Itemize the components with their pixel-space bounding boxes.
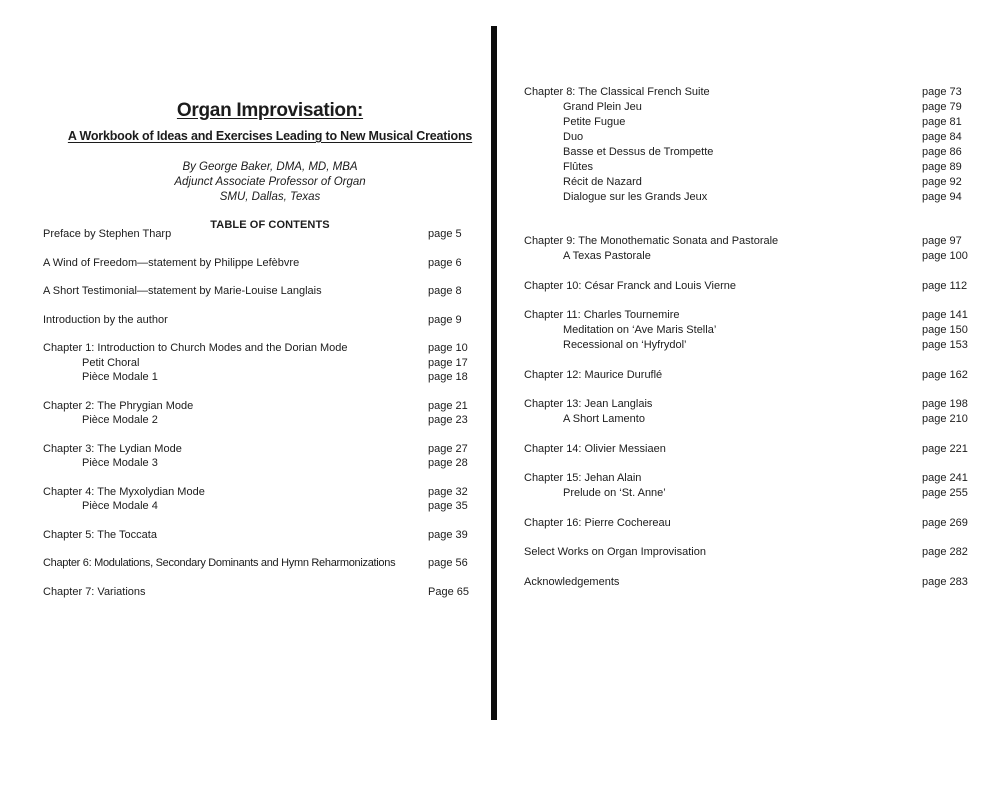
toc-row-label: Chapter 5: The Toccata — [43, 528, 157, 541]
toc-row — [524, 575, 979, 590]
toc-row-label: Petit Choral — [82, 356, 140, 369]
toc-row-label: Acknowledgements — [524, 575, 620, 588]
toc-entry — [43, 556, 473, 571]
toc-row-page: page 241 — [922, 472, 968, 484]
toc-row-label: Chapter 10: César Franck and Louis Vierne — [524, 279, 736, 292]
toc-entry — [43, 284, 473, 299]
toc-row — [43, 585, 473, 600]
toc-row-page: page 56 — [428, 557, 468, 569]
toc-row-page: page 32 — [428, 485, 468, 498]
toc-entry — [524, 575, 979, 590]
toc-entry — [524, 308, 979, 353]
toc-row-label: Chapter 13: Jean Langlais — [524, 398, 653, 410]
toc-row — [43, 456, 473, 471]
toc-row — [524, 190, 979, 205]
toc-row — [524, 412, 979, 427]
toc-row — [524, 85, 979, 100]
toc-row-page: page 255 — [922, 487, 968, 499]
toc-entry — [524, 545, 979, 560]
toc-row — [524, 516, 979, 531]
toc-row-label: Basse et Dessus de Trompette — [563, 146, 714, 158]
toc-row-label: Chapter 6: Modulations, Secondary Dominants and Hymn Reharmonizations — [43, 557, 396, 569]
toc-row-label: Prelude on ‘St. Anne’ — [563, 487, 666, 499]
toc-entry — [524, 85, 979, 205]
toc-row — [524, 486, 979, 501]
toc-row-page: page 150 — [922, 324, 968, 336]
toc-row — [43, 442, 473, 457]
toc-row-page: page 73 — [922, 86, 962, 98]
toc-row-label: Chapter 15: Jehan Alain — [524, 472, 642, 484]
toc-row — [524, 100, 979, 115]
toc-row-label: Recessional on ‘Hyfrydol’ — [563, 339, 687, 351]
toc-row-label: Introduction by the author — [43, 313, 168, 326]
toc-row-label: Récit de Nazard — [563, 176, 642, 188]
toc-row — [43, 284, 473, 299]
toc-entry — [43, 256, 473, 271]
document-header — [43, 99, 497, 232]
toc-row-label: Duo — [563, 131, 584, 143]
toc-row-page: page 92 — [922, 176, 962, 188]
toc-row-label: Chapter 7: Variations — [43, 585, 146, 598]
toc-row — [524, 115, 979, 130]
toc-row-label: Chapter 16: Pierre Cochereau — [524, 516, 671, 529]
toc-row — [524, 442, 979, 457]
toc-entry — [43, 341, 473, 385]
toc-row-label: Chapter 1: Introduction to Church Modes and the Dorian Mode — [43, 342, 348, 354]
byline — [43, 160, 497, 205]
toc-row-label: Chapter 8: The Classical French Suite — [524, 86, 710, 98]
toc-row-label: Pièce Modale 1 — [82, 371, 158, 383]
toc-row-label: Select Works on Organ Improvisation — [524, 546, 706, 558]
toc-entry — [43, 585, 473, 600]
toc-row — [43, 556, 473, 571]
toc-row-page: Page 65 — [428, 585, 469, 598]
toc-row-page: page 198 — [922, 398, 968, 410]
byline-role: Adjunct Associate Professor of Organ — [174, 176, 366, 188]
toc-row — [43, 227, 473, 242]
toc-entry — [524, 234, 979, 264]
toc-row-label: Chapter 12: Maurice Duruflé — [524, 368, 663, 381]
toc-row — [524, 338, 979, 353]
toc-row-label: Flûtes — [563, 161, 593, 173]
toc-row — [43, 499, 473, 514]
toc-entry — [524, 279, 979, 294]
toc-row-page: page 141 — [922, 309, 968, 321]
toc-row-page: page 86 — [922, 146, 962, 158]
toc-row — [43, 370, 473, 385]
toc-row-page: page 6 — [428, 256, 462, 269]
byline-institution: SMU, Dallas, Texas — [219, 191, 321, 203]
toc-row — [43, 341, 473, 356]
toc-row — [43, 485, 473, 500]
toc-row-label: Grand Plein Jeu — [563, 101, 642, 113]
toc-row-page: page 97 — [922, 235, 962, 247]
toc-row-page: page 9 — [428, 313, 462, 326]
toc-row — [524, 368, 979, 383]
toc-row-label: Pièce Modale 2 — [82, 414, 158, 426]
toc-entry — [43, 442, 473, 471]
toc-entry — [524, 442, 979, 457]
document-subtitle: A Workbook of Ideas and Exercises Leading to New Musical Creations — [67, 129, 473, 143]
toc-row-page: page 8 — [428, 285, 462, 297]
toc-row-label: Preface by Stephen Tharp — [43, 228, 172, 240]
toc-row-page: page 162 — [922, 368, 968, 381]
toc-row-label: Chapter 3: The Lydian Mode — [43, 442, 182, 455]
toc-row-label: A Wind of Freedom—statement by Philippe Lefèbvre — [43, 256, 300, 269]
toc-row-label: Chapter 14: Olivier Messiaen — [524, 442, 666, 455]
toc-row-label: Chapter 2: The Phrygian Mode — [43, 399, 194, 412]
toc-row — [524, 279, 979, 294]
toc-row-label: A Short Lamento — [563, 413, 645, 425]
toc-entry — [524, 397, 979, 427]
toc-row-page: page 17 — [428, 356, 468, 369]
toc-row — [43, 399, 473, 414]
toc-row-label: Chapter 11: Charles Tournemire — [524, 309, 680, 321]
toc-row-page: page 283 — [922, 575, 968, 588]
toc-row-page: page 21 — [428, 399, 468, 412]
toc-entry — [524, 471, 979, 501]
toc-entry — [524, 368, 979, 383]
toc-entry — [43, 313, 473, 328]
toc-row — [43, 413, 473, 428]
toc-row — [43, 313, 473, 328]
toc-row-page: page 35 — [428, 500, 468, 512]
toc-row-page: page 23 — [428, 414, 468, 426]
toc-row-page: page 28 — [428, 457, 468, 469]
toc-row — [524, 308, 979, 323]
toc-row — [524, 323, 979, 338]
toc-heading: TABLE OF CONTENTS — [210, 219, 330, 231]
toc-row-page: page 81 — [922, 116, 962, 128]
toc-row — [524, 175, 979, 190]
toc-row-label: A Texas Pastorale — [563, 250, 651, 262]
toc-row-label: Petite Fugue — [563, 116, 626, 128]
toc-row-label: Chapter 9: The Monothematic Sonata and Pastorale — [524, 235, 779, 247]
toc-row-label: Pièce Modale 3 — [82, 457, 158, 469]
document-title: Organ Improvisation: — [176, 100, 364, 121]
toc-row — [524, 160, 979, 175]
toc-row — [524, 249, 979, 264]
toc-row — [524, 234, 979, 249]
toc-row — [43, 528, 473, 543]
toc-row — [524, 397, 979, 412]
toc-row — [524, 545, 979, 560]
toc-entry — [43, 399, 473, 428]
toc-row-page: page 79 — [922, 101, 962, 113]
toc-row — [524, 145, 979, 160]
toc-row-page: page 269 — [922, 516, 968, 529]
toc-row-page: page 18 — [428, 371, 468, 383]
toc-row — [43, 356, 473, 371]
toc-row-label: Dialogue sur les Grands Jeux — [563, 191, 708, 203]
toc-row-page: page 221 — [922, 442, 968, 455]
toc-row-label: Chapter 4: The Myxolydian Mode — [43, 485, 205, 498]
toc-row-page: page 84 — [922, 131, 962, 143]
toc-entry — [524, 516, 979, 531]
toc-row-page: page 153 — [922, 339, 968, 351]
toc-row-page: page 10 — [428, 342, 468, 354]
toc-row-label: Pièce Modale 4 — [82, 500, 158, 512]
toc-row-page: page 5 — [428, 228, 462, 240]
toc-row — [524, 471, 979, 486]
toc-entry — [43, 485, 473, 514]
toc-left-column — [43, 227, 473, 613]
toc-row-label: A Short Testimonial—statement by Marie-Louise Langlais — [43, 285, 322, 297]
toc-row-page: page 27 — [428, 442, 468, 455]
toc-row — [524, 130, 979, 145]
toc-row-page: page 112 — [922, 279, 968, 292]
toc-row-page: page 39 — [428, 528, 468, 541]
toc-row-page: page 100 — [922, 250, 968, 262]
toc-row-page: page 89 — [922, 161, 962, 173]
toc-entry — [43, 528, 473, 543]
toc-row-page: page 210 — [922, 413, 968, 425]
toc-row — [43, 256, 473, 271]
toc-entry — [43, 227, 473, 242]
byline-author: By George Baker, DMA, MD, MBA — [182, 161, 358, 173]
toc-row-page: page 282 — [922, 546, 968, 558]
toc-row-page: page 94 — [922, 191, 962, 203]
toc-right-column — [524, 85, 979, 604]
toc-row-label: Meditation on ‘Ave Maris Stella’ — [563, 324, 717, 336]
